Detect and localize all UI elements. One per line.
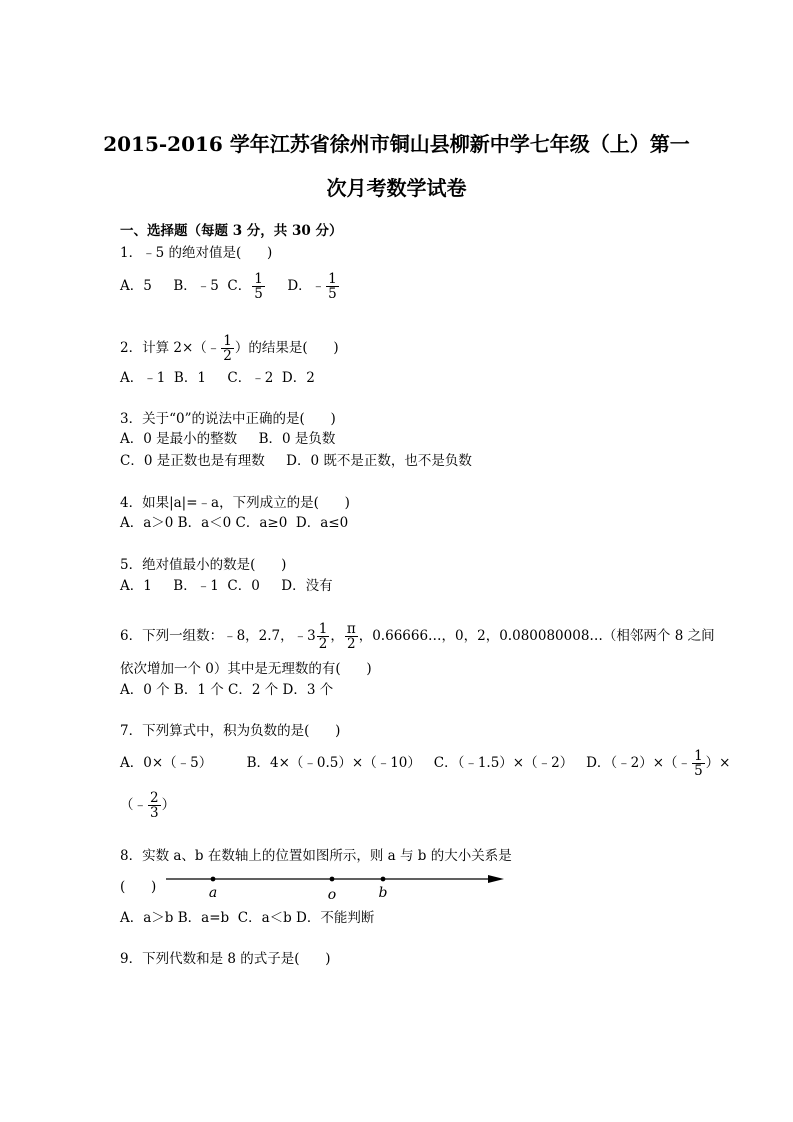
question-7-options (120, 745, 730, 781)
fraction-denominator: 5 (694, 763, 703, 779)
q7-option-b: B．4×（﹣0.5）×（﹣10） (246, 755, 421, 771)
q6-mixed-whole: ﹣3 (293, 628, 316, 644)
fraction-numerator: 1 (254, 271, 263, 287)
fraction-numerator: 1 (694, 748, 703, 764)
question-6-options: A．0 个 B．1 个 C．2 个 D．3 个 (120, 682, 334, 698)
point-o-dot (330, 877, 335, 882)
fraction-denominator: 5 (328, 286, 337, 302)
point-b-dot (381, 877, 386, 882)
question-8-options: A．a＞b B．a=b C．a＜b D．不能判断 (120, 910, 375, 926)
point-o-label: o (327, 887, 337, 902)
question-3-options-row1: A．0 是最小的整数 B．0 是负数 (120, 431, 336, 447)
fraction-denominator: 3 (150, 805, 159, 821)
question-4-stem: 4．如果|a|=﹣a，下列成立的是( ) (120, 495, 350, 511)
q7-option-a: A．0×（﹣5） (120, 755, 213, 771)
fraction-denominator: 2 (346, 636, 356, 652)
q6-stem-pre: 6．下列一组数：﹣8，2.7， (120, 628, 294, 644)
question-1-stem: 1．﹣5 的绝对值是( ) (120, 245, 273, 261)
question-1-options (120, 268, 340, 304)
q7-option-d-pre: D．（﹣2）×（﹣ (586, 755, 692, 771)
q1-option-a: A．5 (120, 278, 152, 294)
fraction-numerator: π (346, 621, 356, 637)
point-b-label: b (378, 885, 388, 901)
q7-option-d-fraction (692, 749, 705, 778)
q1-option-d-label: D．﹣ (287, 278, 326, 294)
q7-line2-post: ） (161, 797, 176, 813)
number-line-figure (160, 866, 510, 902)
q6-fraction-half (317, 622, 330, 651)
q7-line2-pre: （﹣ (120, 797, 147, 813)
question-4-options: A．a＞0 B．a＜0 C．a≥0 D．a≤0 (120, 515, 349, 531)
q2-fraction (221, 334, 234, 363)
fraction-numerator: 1 (223, 333, 232, 349)
q7-line2-fraction (148, 791, 161, 820)
question-6-stem (120, 618, 715, 654)
fraction-numerator: 1 (328, 271, 337, 287)
question-9-stem: 9．下列代数和是 8 的式子是( ) (120, 951, 331, 967)
q7-option-d-post: ）× (705, 755, 731, 771)
fraction-denominator: 2 (318, 636, 328, 652)
q1-option-b: B．﹣5 (173, 278, 219, 294)
question-5-stem: 5．绝对值最小的数是( ) (120, 557, 287, 573)
question-2-stem (120, 330, 339, 366)
fraction-numerator: 2 (150, 790, 159, 806)
question-6-stem-line2: 依次增加一个 0）其中是无理数的有( ) (120, 661, 372, 677)
q2-stem-pre: 2．计算 2×（﹣ (120, 340, 221, 356)
page-title-line1: 2015-2016 学年江苏省徐州市铜山县柳新中学七年级（上）第一 (103, 132, 690, 156)
fraction-denominator: 2 (223, 348, 232, 364)
question-2-options: A．﹣1 B．1 C．﹣2 D．2 (120, 370, 315, 386)
q7-option-c: C．（﹣1.5）×（﹣2） (433, 755, 574, 771)
question-7-stem: 7．下列算式中，积为负数的是( ) (120, 723, 341, 739)
q6-fraction-pi (345, 622, 358, 651)
point-a-label: a (208, 885, 218, 901)
q1-option-c-label: C． (227, 278, 252, 294)
question-5-options: A．1 B．﹣1 C．0 D．没有 (120, 578, 333, 594)
q1-option-c-fraction (252, 272, 265, 301)
q6-separator: ， (330, 628, 344, 644)
q2-stem-post: ）的结果是( ) (234, 340, 339, 356)
q1-option-d-fraction (326, 272, 339, 301)
question-7-options-line2 (120, 787, 175, 823)
q6-stem-post: ，0.66666…，0，2，0.080080008…（相邻两个 8 之间 (358, 628, 715, 644)
fraction-denominator: 5 (254, 286, 263, 302)
question-3-stem: 3．关于“0”的说法中正确的是( ) (120, 411, 336, 427)
question-8-answer-paren: ( ) (120, 879, 157, 895)
number-line-arrow-icon (488, 875, 504, 883)
page-title-line2: 次月考数学试卷 (326, 176, 467, 200)
question-8-stem: 8．实数 a、b 在数轴上的位置如图所示，则 a 与 b 的大小关系是 (120, 848, 512, 864)
question-3-options-row2: C．0 是正数也是有理数 D．0 既不是正数，也不是负数 (120, 453, 472, 469)
fraction-numerator: 1 (318, 621, 328, 637)
section-heading: 一、选择题（每题 3 分，共 30 分） (120, 223, 343, 239)
point-a-dot (211, 877, 216, 882)
